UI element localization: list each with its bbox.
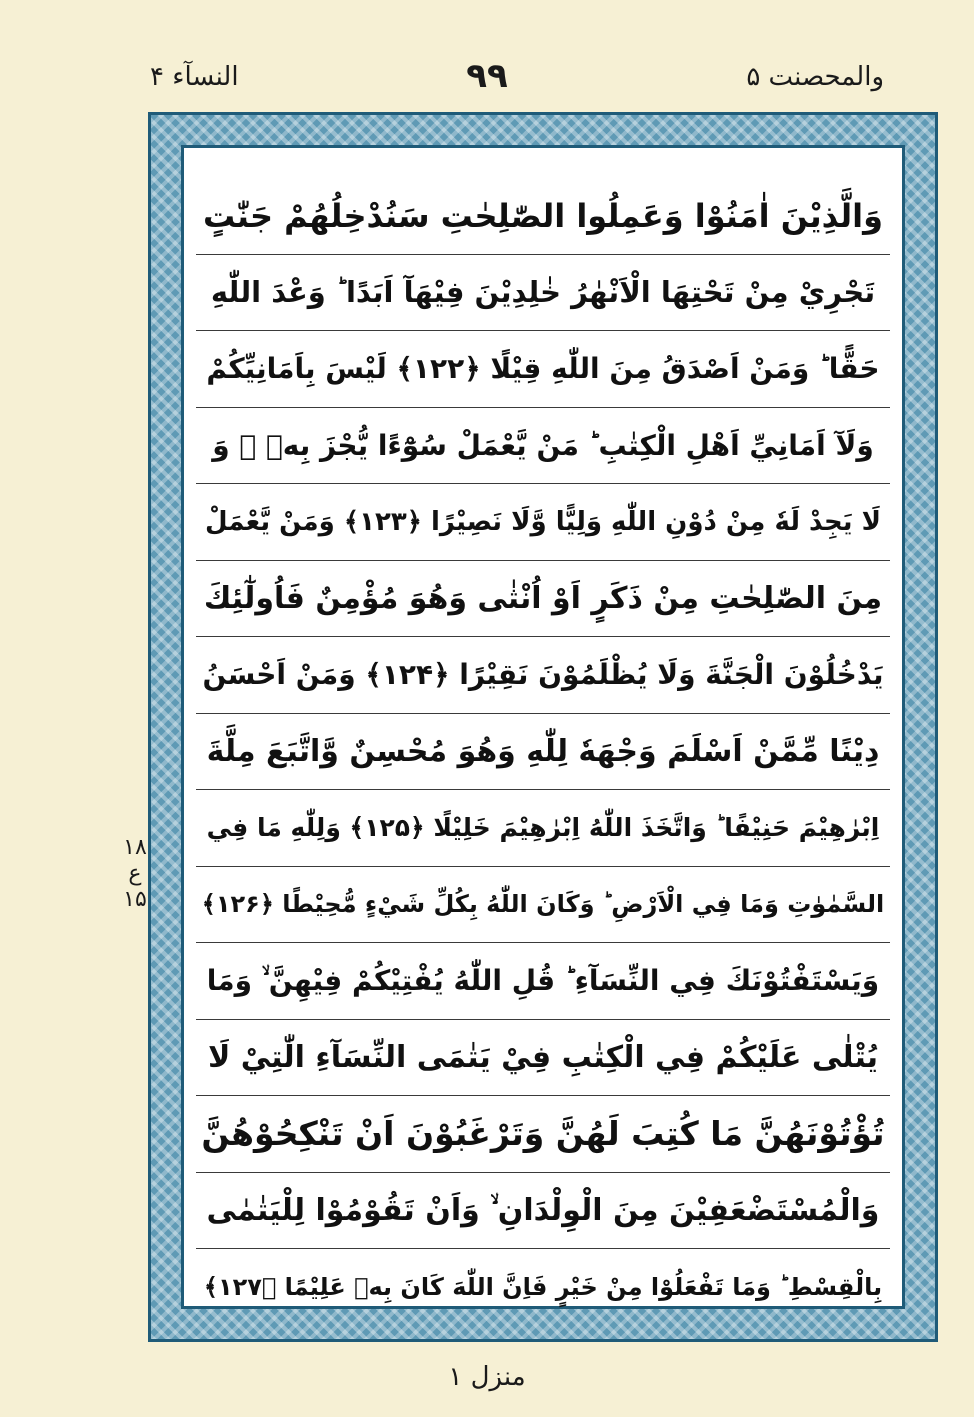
verse-line xyxy=(196,178,890,255)
verse-line-text: وَيَسْتَفْتُوْنَكَ فِي النِّسَآءِ ؕ قُلِ اللّٰهُ يُفْتِيْكُمْ فِيْهِنَّ ۙ وَمَا xyxy=(206,963,880,997)
surah-title: النسآء ۴ xyxy=(150,62,239,92)
text-panel xyxy=(181,145,905,1309)
verse-line xyxy=(196,1173,890,1250)
verse-line-text: يَدْخُلُوْنَ الْجَنَّةَ وَلَا يُظْلَمُوْنَ نَقِيْرًا ﴿۱۲۴﴾ وَمَنْ اَحْسَنُ xyxy=(202,658,884,692)
margin-number-bottom: ۱۵ xyxy=(123,887,147,912)
verse-line xyxy=(196,1020,890,1097)
verse-line xyxy=(196,1249,890,1326)
verse-line xyxy=(196,714,890,791)
verse-line-text: وَالَّذِيْنَ اٰمَنُوْا وَعَمِلُوا الصّٰلِحٰتِ سَنُدْخِلُهُمْ جَنّٰتٍ xyxy=(203,196,883,235)
verse-line xyxy=(196,943,890,1020)
verse-line-text: وَلَآ اَمَانِيِّ اَهْلِ الْكِتٰبِ ؕ مَنْ يَّعْمَلْ سُوْٓءًا يُّجْزَ بِهٖ ۙ وَ xyxy=(212,428,874,462)
verse-line-text: اِبْرٰهِيْمَ حَنِيْفًا ؕ وَاتَّخَذَ اللّٰهُ اِبْرٰهِيْمَ خَلِيْلًا ﴿۱۲۵﴾ وَلِلّٰهِ مَا فِي xyxy=(206,813,880,843)
verse-line xyxy=(196,1096,890,1173)
verse-line xyxy=(196,790,890,867)
verse-line-text: مِنَ الصّٰلِحٰتِ مِنْ ذَكَرٍ اَوْ اُنْثٰى وَهُوَ مُؤْمِنٌ فَاُولٰٓئِكَ xyxy=(203,580,883,616)
margin-number-top: ۱۸ xyxy=(123,835,147,860)
verse-line xyxy=(196,637,890,714)
margin-ain-symbol: ع xyxy=(128,861,142,886)
verse-line-text: وَالْمُسْتَضْعَفِيْنَ مِنَ الْوِلْدَانِ ۙ وَاَنْ تَقُوْمُوْا لِلْيَتٰمٰى xyxy=(206,1192,880,1228)
verse-line xyxy=(196,867,890,944)
verse-line xyxy=(196,561,890,638)
verse-line-text: تُؤْتُوْنَهُنَّ مَا كُتِبَ لَهُنَّ وَتَرْغَبُوْنَ اَنْ تَنْكِحُوْهُنَّ xyxy=(201,1114,885,1154)
juz-title: والمحصنت ۵ xyxy=(746,62,884,92)
ornamental-border xyxy=(148,112,938,1342)
page-header xyxy=(0,0,974,110)
verse-line-text: يُتْلٰى عَلَيْكُمْ فِي الْكِتٰبِ فِيْ يَتٰمَى النِّسَآءِ الّٰتِيْ لَا xyxy=(208,1039,878,1075)
verse-lines xyxy=(196,178,890,1302)
verse-line xyxy=(196,331,890,408)
verse-line xyxy=(196,408,890,485)
verse-line-text: تَجْرِيْ مِنْ تَحْتِهَا الْاَنْهٰرُ خٰلِدِيْنَ فِيْهَآ اَبَدًا ؕ وَعْدَ اللّٰهِ xyxy=(210,275,876,310)
verse-line-text: دِيْنًا مِّمَّنْ اَسْلَمَ وَجْهَهٗ لِلّٰهِ وَهُوَ مُحْسِنٌ وَّاتَّبَعَ مِلَّةَ xyxy=(206,733,880,769)
margin-ruku-marker xyxy=(118,835,152,913)
verse-line xyxy=(196,255,890,332)
page-number: ٩٩ xyxy=(466,56,508,96)
verse-line-text: حَقًّا ؕ وَمَنْ اَصْدَقُ مِنَ اللّٰهِ قِيْلًا ﴿۱۲۲﴾ لَيْسَ بِاَمَانِيِّكُمْ xyxy=(206,352,880,386)
verse-line-text: لَا يَجِدْ لَهٗ مِنْ دُوْنِ اللّٰهِ وَلِيًّا وَّلَا نَصِيْرًا ﴿۱۲۳﴾ وَمَنْ يَّعْمَلْ xyxy=(205,506,881,537)
manzil-footer: منزل ١ xyxy=(448,1362,526,1392)
verse-line-text: السَّمٰوٰتِ وَمَا فِي الْاَرْضِ ؕ وَكَانَ اللّٰهُ بِكُلِّ شَيْءٍ مُّحِيْطًا ﴿۱۲۶﴾ xyxy=(201,890,885,919)
verse-line xyxy=(196,484,890,561)
verse-line-text: بِالْقِسْطِ ؕ وَمَا تَفْعَلُوْا مِنْ خَيْرٍ فَاِنَّ اللّٰهَ كَانَ بِهٖ عَلِيْمًا ﴿۱۲۷﴾ xyxy=(203,1273,883,1302)
